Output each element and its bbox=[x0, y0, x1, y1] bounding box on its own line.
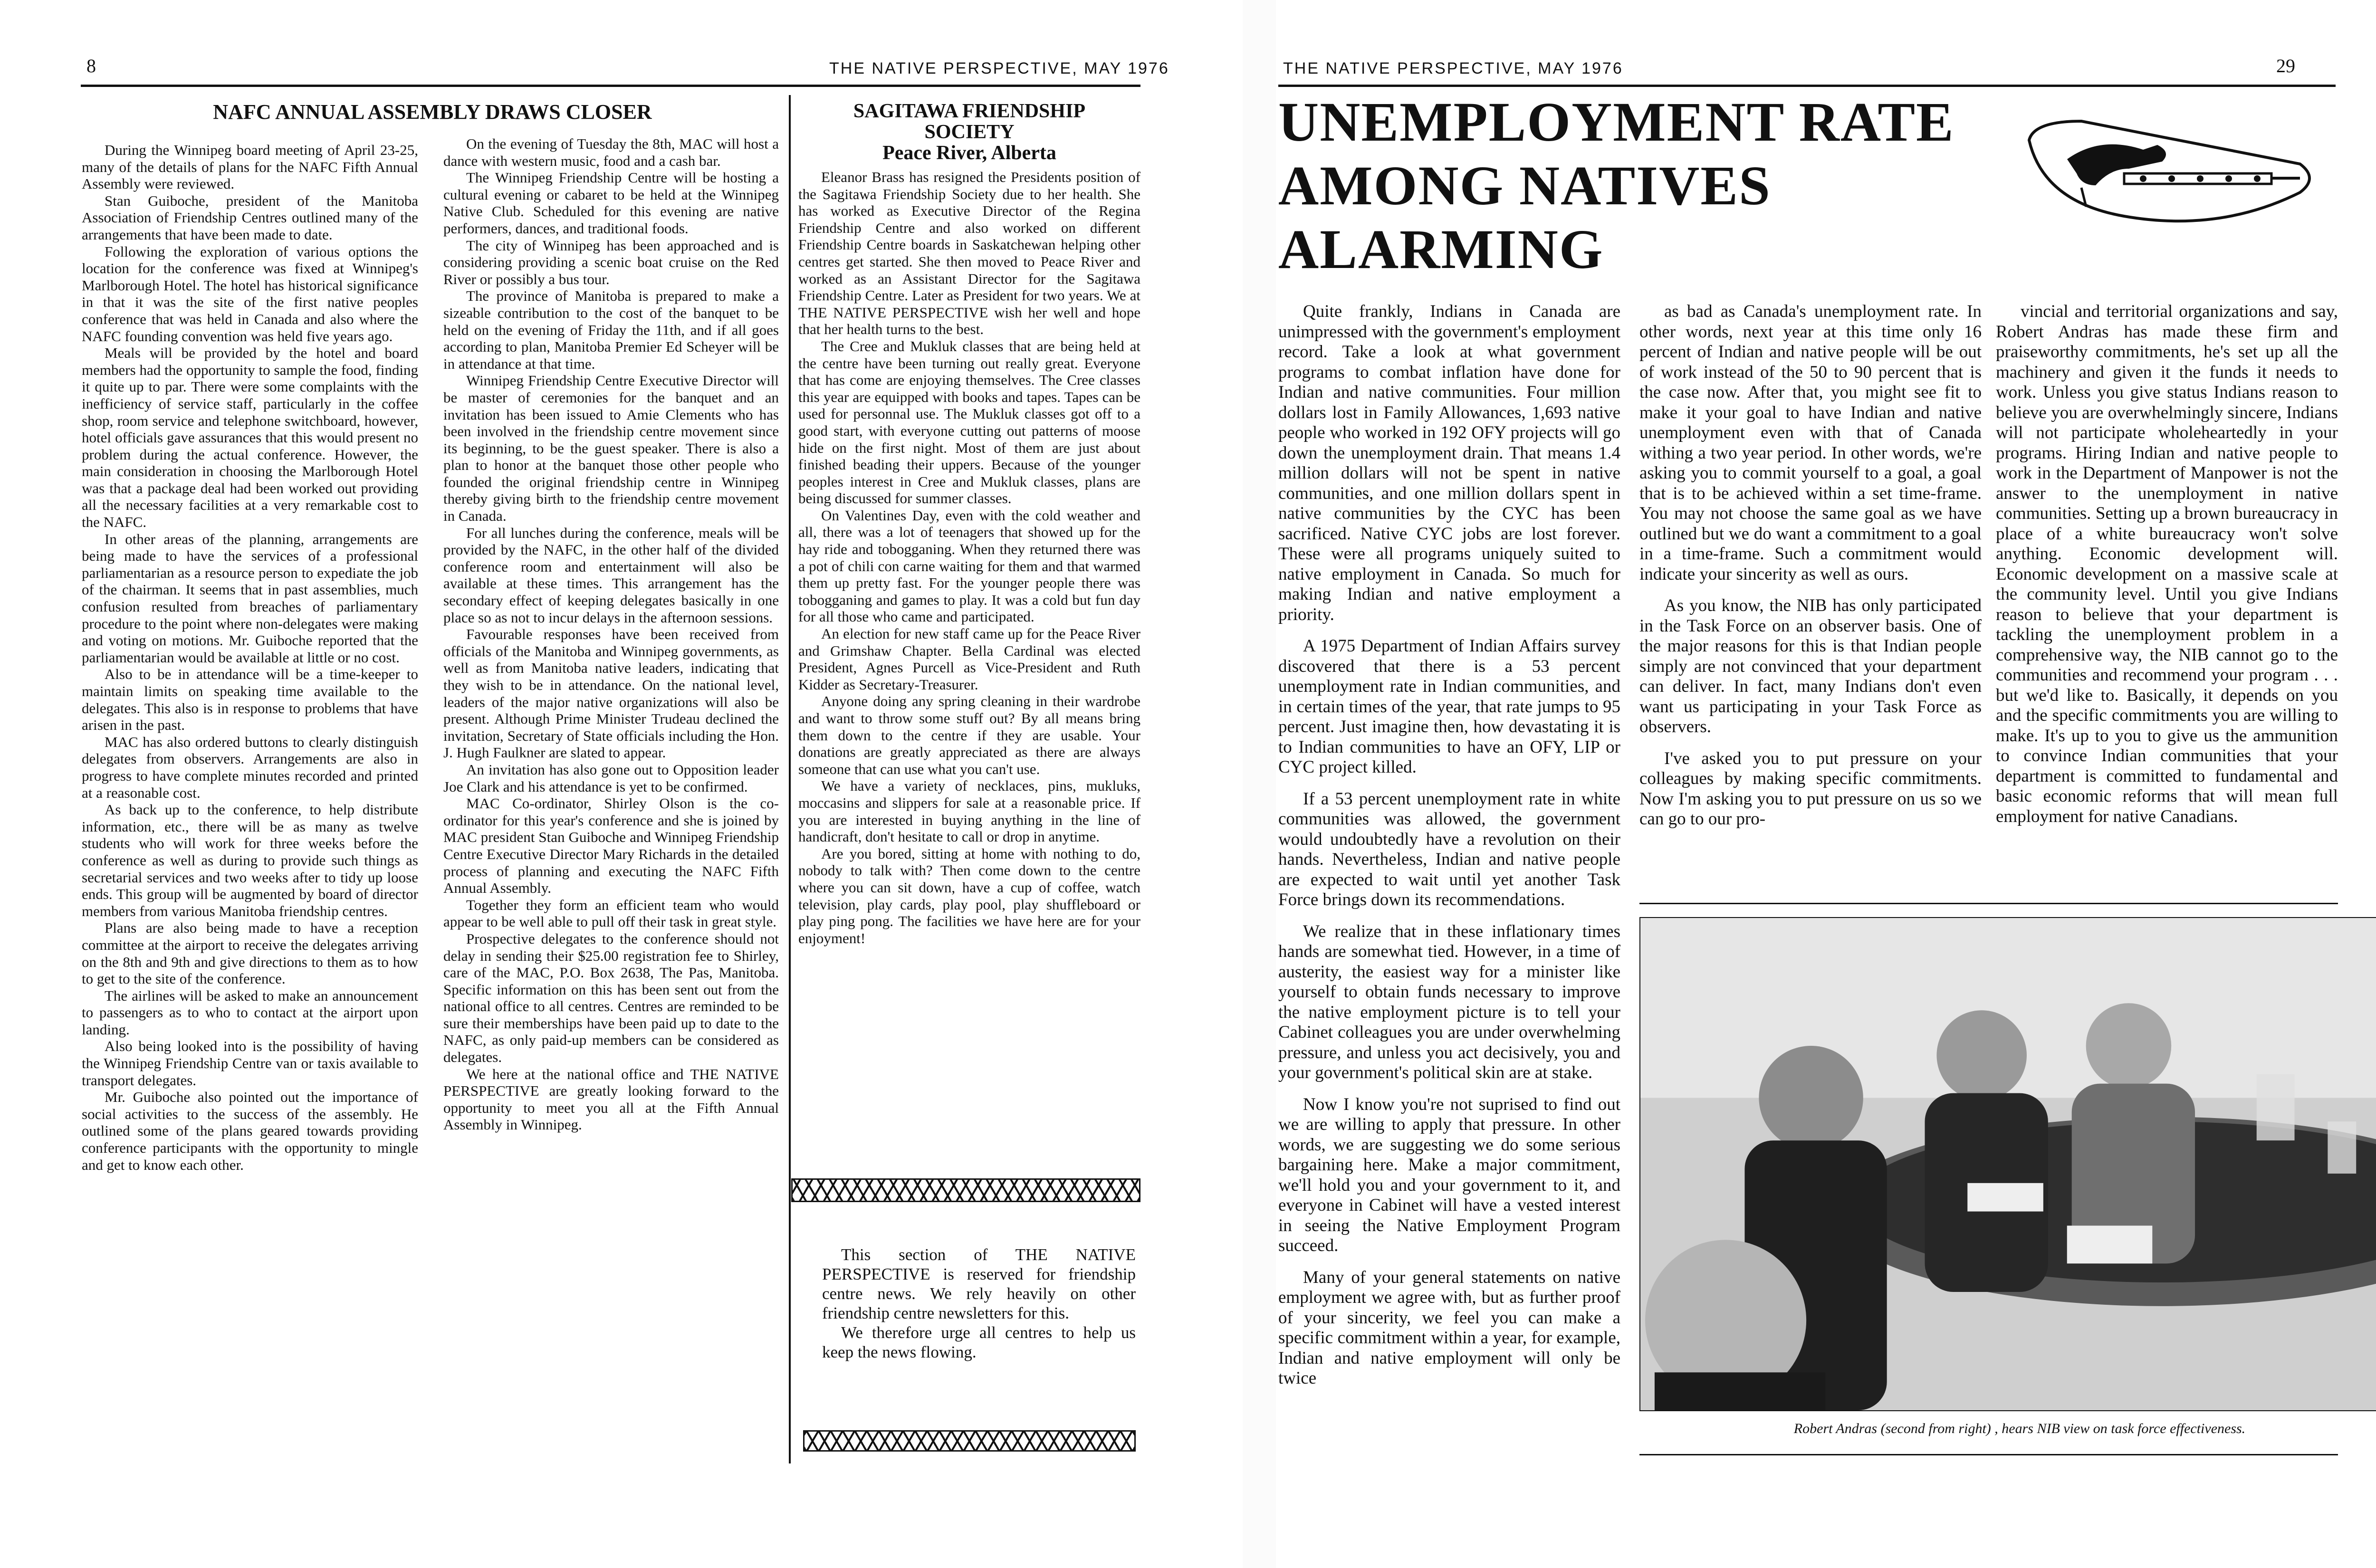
paragraph: On Valentines Day, even with the cold weather and all, there was a lot of teenagers that showed up for the hay ride and tobogganing. When they returned there was a pot of chili con carne waiting for them and that warmed them up pretty fast. For the younger people there was tobogganing and games to play. It was a cold but fun day for all those who came and participated. bbox=[798, 507, 1140, 625]
paragraph: The province of Manitoba is prepared to make a sizeable contribution to the cost of the banquet to be held on the evening of Friday the 11th, and if all goes according to plan, Manitoba Premier Ed Scheyer will be in attendance at that time. bbox=[443, 287, 779, 372]
paragraph: Also being looked into is the possibility of having the Winnipeg Friendship Centre van or taxis available to transport delegates. bbox=[82, 1038, 418, 1089]
paragraph: If a 53 percent unemployment rate in white communities was allowed, the government would undoubtedly have a revolution on their hands. Nevertheless, Indian and native people are expected to wait until yet another Task Force brings down its recommendations. bbox=[1278, 789, 1620, 909]
paragraph: We therefore urge all centres to help us keep the news flowing. bbox=[822, 1323, 1136, 1361]
paragraph: As you know, the NIB has only participated in the Task Force on an observer basis. One of the major reasons for this is that Indian people simply are not convinced that your department can deliver. In fact, many Indians don't even want us participating in your Task Force as observers. bbox=[1639, 596, 1982, 736]
paragraph: I've asked you to put pressure on your colleagues by making specific commitments. Now I'm asking you to put pressure on us so we can go to our pro- bbox=[1639, 748, 1982, 829]
paragraph: We realize that in these inflationary times hands are somewhat tied. However, in a time of austerity, the easiest way for a minister like yourself to obtain funds necessary to improve the native employment picture is to tell your Cabinet colleagues you are under overwhelming pressure, and unless you act decisively, you and your government's political skin are at stake. bbox=[1278, 921, 1620, 1082]
column-divider bbox=[789, 95, 791, 1463]
right-page bbox=[1278, 0, 2376, 1568]
paragraph: Many of your general statements on native employment we agree with, but as further proof of your sincerity, we feel you can make a specific commitment within a year, for example, Indian and native employment will only be twice bbox=[1278, 1267, 1620, 1388]
paragraph: On the evening of Tuesday the 8th, MAC will host a dance with western music, food and a cash bar. bbox=[443, 135, 779, 169]
nafc-column-1 bbox=[82, 142, 418, 1465]
paragraph: The city of Winnipeg has been approached and is considering providing a scenic boat cruise on the Red River or possibly a bus tour. bbox=[443, 237, 779, 287]
sagitawa-headline bbox=[798, 101, 1140, 163]
paragraph: as bad as Canada's unemployment rate. In other words, next year at this time only 16 percent of Indian and native people will be out of work instead of the 50 to 90 percent that is the case now. After that, you might see fit to make it your goal to have Indian and native unemployment even with that of Canada withing a two year period. In other words, we're asking you to commit yourself to a goal, a goal that is to be achieved within a set time-frame. You may not choose the same goal as we have outlined but we do want a commitment to a goal in a time-frame. Such a commitment would indicate your sincerity as well as ours. bbox=[1639, 302, 1982, 584]
tomahawk-pipe-logo-icon bbox=[2015, 107, 2324, 235]
column-2 bbox=[1639, 302, 1982, 910]
nafc-column-2 bbox=[443, 135, 779, 1465]
paragraph: During the Winnipeg board meeting of April 23-25, many of the details of plans for the NAFC Fifth Annual Assembly were reviewed. bbox=[82, 142, 418, 192]
photo-rule bbox=[1639, 903, 2338, 904]
paragraph: Mr. Guiboche also pointed out the importance of social activities to the success of the assembly. He outlined some of the plans geared towards providing conference participants with the opportunity to mingle and get to know each other. bbox=[82, 1089, 418, 1173]
headline-line: SOCIETY bbox=[924, 121, 1015, 143]
paragraph: Anyone doing any spring cleaning in their wardrobe and want to throw some stuff out? By all means bring them down to the centre if they are usable. Your donations are greatly appreciated as there are always someone that can use what you can't use. bbox=[798, 693, 1140, 777]
meeting-photo bbox=[1639, 917, 2376, 1411]
paragraph: As back up to the conference, to help distribute information, etc., there will be as many as twelve students who will work for three weeks before the conference as well as during to provide such things as secretarial services and two weeks after to tidy up loose ends. This group will be augmented by board of director members from various Manitoba friendship centres. bbox=[82, 801, 418, 919]
page-number: 8 bbox=[86, 55, 96, 76]
header-rule bbox=[81, 85, 1140, 87]
section-notice bbox=[822, 1245, 1136, 1362]
paragraph: We here at the national office and THE NATIVE PERSPECTIVE are greatly looking forward to the opportunity to meet you all at the Fifth Annual Assembly in Winnipeg. bbox=[443, 1065, 779, 1133]
paragraph: Plans are also being made to have a reception committee at the airport to receive the delegates arriving on the 8th and 9th and give directions to them as to how to get to the site of the conference. bbox=[82, 919, 418, 987]
paragraph: In other areas of the planning, arrangements are being made to have the services of a professional parliamentarian as a resource person to expediate the job of the chairman. It seems that in past assemblies, much confusion resulted from breaches of parliamentary procedure to the point where non-delegates were making and voting on motions. Mr. Guiboche reported that the parliamentarian would be available at little or no cost. bbox=[82, 530, 418, 666]
photo-caption: Robert Andras (second from right) , hears NIB view on task force effectiveness. bbox=[1793, 1421, 2246, 1436]
paragraph: Prospective delegates to the conference should not delay in sending their $25.00 registration fee to Shirley, care of the MAC, P.O. Box 2638, The Pas, Manitoba. Specific information on this has been sent out from the national office to all centres. Centres are reminded to be sure their memberships have been paid up to date to the NAFC, as only paid-up members can be considered as delegates. bbox=[443, 930, 779, 1066]
paragraph: For all lunches during the conference, meals will be provided by the NAFC, in the other half of the divided conference room and entertainment will also be available at these times. This arrangement has the secondary effect of keeping delegates basically in one place so as not to incur delays in the afternoon sessions. bbox=[443, 524, 779, 626]
column-3 bbox=[1996, 302, 2338, 910]
running-head: THE NATIVE PERSPECTIVE, MAY 1976 bbox=[1283, 59, 1623, 77]
paragraph: The airlines will be asked to make an announcement to passengers as to who to contact at the airport upon landing. bbox=[82, 987, 418, 1038]
spread-gutter bbox=[1243, 0, 1276, 1568]
paragraph: The Winnipeg Friendship Centre will be hosting a cultural evening or cabaret to be held at the Winnipeg Native Club. Scheduled for this evening are native performers, dances, and traditional foods. bbox=[443, 169, 779, 237]
paragraph: Quite frankly, Indians in Canada are unimpressed with the government's employment record. Take a look at what government programs to combat inflation have done for Indian and native communities. Four million dollars lost in Family Allowances, 1,693 native people who worked in 192 OFY projects will go down the unemployment drain. That means 1.4 million dollars will not be spent in native communities, and one million dollars spent in native communities by the CYC has been sacrificed. Native CYC jobs are lost forever. These were all programs uniquely suited to native employment in Canada. So much for making Indian and native employment a priority. bbox=[1278, 302, 1620, 624]
column-1 bbox=[1278, 302, 1620, 1456]
nafc-headline: NAFC ANNUAL ASSEMBLY DRAWS CLOSER bbox=[213, 100, 652, 124]
sagitawa-subhead: Peace River, Alberta bbox=[882, 142, 1056, 164]
paragraph: Favourable responses have been received from officials of the Manitoba and Winnipeg governments, as well as from Manitoba native leaders, indicating that they wish to be in attendance. On the national level, leaders of the major native organizations will also be present. Although Prime Minister Trudeau declined the invitation, Secretary of State officials including the Hon. J. Hugh Faulkner are slated to appear. bbox=[443, 626, 779, 761]
headline-line: UNEMPLOYMENT RATE bbox=[1278, 91, 1954, 153]
paragraph: MAC Co-ordinator, Shirley Olson is the co-ordinator for this year's conference and she is joined by MAC president Stan Guiboche and Winnipeg Friendship Centre Executive Director Mary Richards in the detailed process of planning and executing the NAFC Fifth Annual Assembly. bbox=[443, 795, 779, 897]
paragraph: Eleanor Brass has resigned the Presidents position of the Sagitawa Friendship Society due to her health. She has worked as Executive Director of the Regina Friendship Centre and also worked on different Friendship Centre boards in Saskatchewan helping other centres get started. She then moved to Peace River and worked as an Assistant Director for the Sagitawa Friendship Centre. Later as President for two years. We at THE NATIVE PERSPECTIVE wish her well and hope that her health turns to the best. bbox=[798, 169, 1140, 338]
paragraph: Winnipeg Friendship Centre Executive Director will be master of ceremonies for the banquet and an invitation has been issued to Amie Clements who has been involved in the friendship centre movement since its beginning, to be the guest speaker. There is also a plan to honor at the banquet those other people who founded the original friendship centre in Winnipeg thereby giving birth to the friendship centre movement in Canada. bbox=[443, 372, 779, 525]
paragraph: We have a variety of necklaces, pins, mukluks, moccasins and slippers for sale at a reasonable price. If you are interested in buying anything in the line of handicraft, don't hesitate to call or drop in anytime. bbox=[798, 777, 1140, 845]
page-number: 29 bbox=[2276, 55, 2295, 76]
paragraph: The Cree and Mukluk classes that are being held at the centre have been turning out really great. Everyone that has come are enjoying themselves. The Cree classes this year are equipped with books and tapes. Tapes can be used for personnal use. The Mukluk classes got off to a good start, with everyone cutting out patterns of moose hide on the first night. Most of them are just about finished beading their uppers. Because of the younger peoples interest in Cree and Mukluk classes, plans are being discussed for summer classes. bbox=[798, 337, 1140, 507]
headline bbox=[1278, 90, 2020, 281]
paragraph: vincial and territorial organizations and say, Robert Andras has made these firm and praiseworthy commitments, he's set up all the machinery and given it the funds it needs to work. Unless you give status Indians reason to believe you are overwhelmingly sincere, Indians will not participate wholeheartedly in your programs. Hiring Indian and native people to work in the Department of Manpower is not the answer to the unemployment in native communities. Setting up a brown bureaucracy in place of a white bureaucracy won't solve anything. Economic development will. Economic development on a massive scale at the community level. Until you give Indians reason to believe that your department is tackling the unemployment problem in a comprehensive way, the NIB cannot go to the communities and recommend your program . . . but we'd like to. Basically, it depends on you and the specific commitments you are willing to make. It's up to you to give us the ammunition to convince Indian communities that your department is committed to fundamental and basic economic reforms that will mean full employment for native Canadians. bbox=[1996, 302, 2338, 826]
paragraph: Stan Guiboche, president of the Manitoba Association of Friendship Centres outlined many of the arrangements that have been made to date. bbox=[82, 192, 418, 243]
paragraph: A 1975 Department of Indian Affairs survey discovered that there is a 53 percent unemployment rate in Indian communities, and in certain times of the year, that rate jumps to 95 percent. Just imagine then, how devastating it is to Indian communities to have an OFY, LIP or CYC project killed. bbox=[1278, 636, 1620, 777]
ornamental-border-top bbox=[791, 1178, 1140, 1202]
paragraph: Are you bored, sitting at home with nothing to do, nobody to talk with? Then come down to the centre where you can sit down, have a cup of coffee, watch television, play cards, play pool, play shuffleboard or play ping pong. The facilities we have here are for your enjoyment! bbox=[798, 845, 1140, 947]
paragraph: MAC has also ordered buttons to clearly distinguish delegates from observers. Arrangements are also in progress to have complete minutes recorded and printed at a reasonable cost. bbox=[82, 733, 418, 801]
paragraph: An invitation has also gone out to Opposition leader Joe Clark and his attendance is yet to be confirmed. bbox=[443, 761, 779, 795]
sagitawa-column bbox=[798, 169, 1140, 1171]
paragraph: Together they form an efficient team who would appear to be well able to pull off their task in great style. bbox=[443, 896, 779, 930]
headline-line: ALARMING bbox=[1278, 218, 1604, 280]
paragraph: An election for new staff came up for the Peace River and Grimshaw Chapter. Bella Cardinal was elected President, Agnes Purcell as Vice-President and Ruth Kidder as Secretary-Treasurer. bbox=[798, 625, 1140, 693]
headline-line: SAGITAWA FRIENDSHIP bbox=[853, 100, 1086, 122]
running-head: THE NATIVE PERSPECTIVE, MAY 1976 bbox=[829, 59, 1169, 77]
paragraph: Now I know you're not suprised to find out we are willing to apply that pressure. In other words, we are suggesting we do some serious bargaining here. Make a major commitment, we'll hold you and your government to it, and everyone in Cabinet will have a vested interest in seeing the Native Employment Program succeed. bbox=[1278, 1094, 1620, 1255]
paragraph: Meals will be provided by the hotel and board members had the opportunity to sample the food, finding it quite up to par. There were some complaints with the inefficiency of service staff, particularly in the coffee shop, room service and telephone switchboard, however, hotel officials gave assurances that this would present no problem during the actual conference. However, the main consideration in choosing the Marlborough Hotel was that a package deal had been worked out providing all the necessary facilities at a very remarkable cost to the NAFC. bbox=[82, 344, 418, 531]
bottom-rule bbox=[1639, 1454, 2338, 1455]
paragraph: Following the exploration of various options the location for the conference was fixed at Winnipeg's Marlborough Hotel. The hotel has historical significance in that it was the site of the first native peoples conference that was held in Canada and also where the NAFC founding convention was held five years ago. bbox=[82, 243, 418, 344]
header-rule bbox=[1278, 85, 2336, 87]
paragraph: Also to be in attendance will be a time-keeper to maintain limits on speaking time available to the delegates. This also is in response to problems that have arisen in the past. bbox=[82, 666, 418, 734]
ornamental-border-bottom bbox=[803, 1430, 1136, 1452]
headline-line: AMONG NATIVES bbox=[1278, 154, 1771, 217]
paragraph: This section of THE NATIVE PERSPECTIVE is reserved for friendship centre news. We rely heavily on other friendship centre newsletters for this. bbox=[822, 1245, 1136, 1322]
